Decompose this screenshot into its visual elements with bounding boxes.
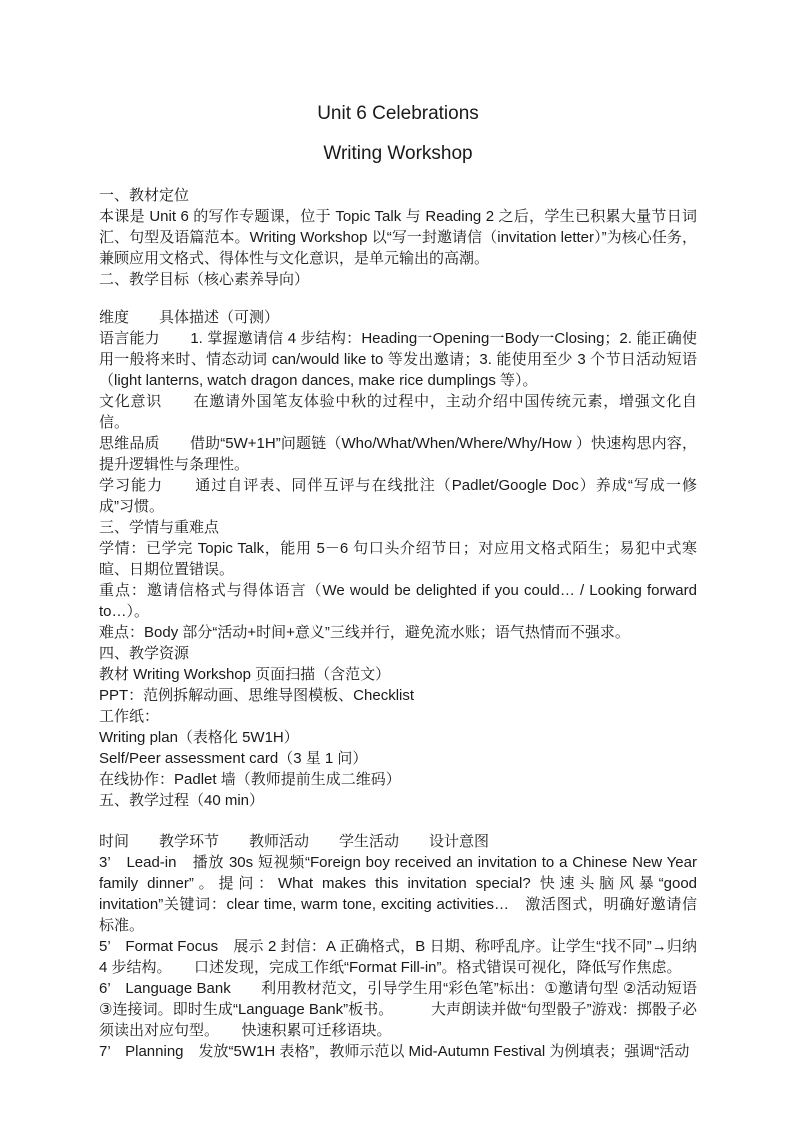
doc-title-workshop: Writing Workshop (323, 143, 473, 164)
para-material-positioning: 本课是 Unit 6 的写作专题课，位于 Topic Talk 与 Reading 2 之后，学生已积累大量节日词汇、句型及语篇范本。Writing Workshop 以“写一封邀请信（invitation letter）”为核心任务，兼顾应用文格式、得体性与文化意识，是单元输出的高潮。 (99, 208, 697, 267)
para-learner-situation: 学情：已学完 Topic Talk，能用 5－6 句口头介绍节日；对应用文格式陌生；易犯中式寒暄、日期位置错误。 (99, 540, 697, 578)
heading-teaching-resources: 四、教学资源 (99, 645, 190, 662)
para-ppt-resource: PPT：范例拆解动画、思维导图模板、Checklist (99, 687, 415, 704)
para-writing-plan: Writing plan（表格化 5W1H） (99, 729, 299, 746)
para-assessment-card: Self/Peer assessment card（3 星 1 问） (99, 750, 368, 767)
para-online-collaboration: 在线协作：Padlet 墙（教师提前生成二维码） (99, 771, 401, 788)
para-dimension-header: 维度 具体描述（可测） (99, 309, 280, 326)
para-worksheets-label: 工作纸： (99, 708, 160, 725)
blank-line (99, 811, 697, 831)
para-thinking-quality: 思维品质 借助“5W+1H”问题链（Who/What/When/Where/Why/How ）快速构思内容，提升逻辑性与条理性。 (99, 435, 697, 473)
document-content (99, 101, 697, 1062)
para-cultural-awareness: 文化意识 在邀请外国笔友体验中秋的过程中，主动介绍中国传统元素，增强文化自信。 (99, 393, 697, 431)
heading-material-positioning: 一、教材定位 (99, 187, 190, 204)
para-key-points: 重点：邀请信格式与得体语言（We would be delighted if you could… / Looking forward to…）。 (99, 582, 697, 620)
heading-teaching-objectives: 二、教学目标（核心素养导向） (99, 271, 310, 288)
para-stage-language-bank: 6’ Language Bank 利用教材范文，引导学生用“彩色笔”标出：①邀请句型 ②活动短语 ③连接词。即时生成“Language Bank”板书。 大声朗读并做“句型骰子”游戏：掷骰子必须读出对应句型。 快速积累可迁移语块。 (99, 980, 697, 1039)
para-difficult-points: 难点：Body 部分“活动+时间+意义”三线并行，避免流水账；语气热情而不强求。 (99, 624, 630, 641)
heading-teaching-process: 五、教学过程（40 min） (99, 792, 265, 809)
para-stage-lead-in: 3’ Lead-in 播放 30s 短视频“Foreign boy received an invitation to a Chinese New Year family dinner”。提问：What makes this invitation special? 快速头脑风暴“good invitation”关键词：clear time, warm tone, exciting activities… 激活图式，明确好邀请信标准。 (99, 854, 697, 934)
heading-learner-analysis: 三、学情与重难点 (99, 519, 220, 536)
para-process-table-header: 时间 教学环节 教师活动 学生活动 设计意图 (99, 833, 490, 850)
para-language-ability: 语言能力 1. 掌握邀请信 4 步结构：Heading一Opening一Body一Closing；2. 能正确使用一般将来时、情态动词 can/would like to 等发出邀请；3. 能使用至少 3 个节日活动短语（light lanterns, watch dragon dances, make rice dumplings 等）。 (99, 330, 697, 389)
para-textbook-resource: 教材 Writing Workshop 页面扫描（含范文） (99, 666, 391, 683)
para-learning-ability: 学习能力 通过自评表、同伴互评与在线批注（Padlet/Google Doc）养成“写成一修成”习惯。 (99, 477, 697, 515)
para-stage-planning: 7’ Planning 发放“5W1H 表格”，教师示范以 Mid-Autumn Festival 为例填表；强调“活动 (99, 1043, 690, 1060)
doc-title-unit: Unit 6 Celebrations (317, 103, 479, 124)
para-stage-format-focus: 5’ Format Focus 展示 2 封信：A 正确格式，B 日期、称呼乱序。让学生“找不同”→归纳 4 步结构。 口述发现，完成工作纸“Format Fill-in”。格式错误可视化，降低写作焦虑。 (99, 938, 697, 976)
blank-line (99, 290, 697, 307)
